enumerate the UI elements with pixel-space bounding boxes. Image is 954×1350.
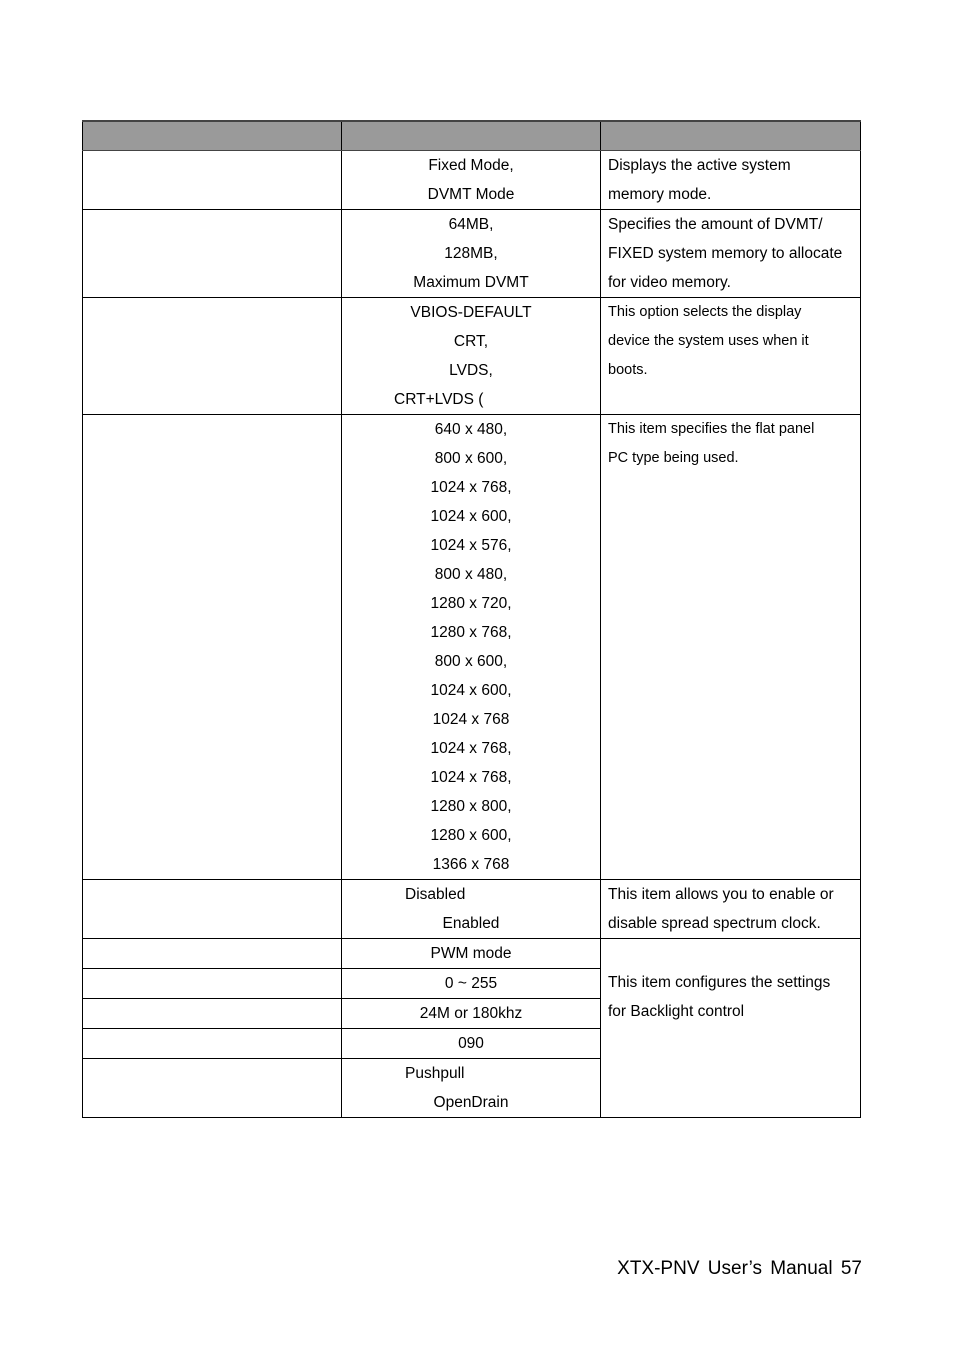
options-cell xyxy=(342,415,601,880)
option-value: 800 x 600, xyxy=(434,450,508,467)
option-value: DVMT Mode xyxy=(427,186,515,203)
description-cell xyxy=(601,210,861,298)
option-value: VBIOS-DEFAULT xyxy=(410,304,532,321)
options-cell xyxy=(342,939,601,969)
table-row xyxy=(83,298,861,415)
item-cell xyxy=(83,210,342,298)
page-footer: XTX-PNV User’s Manual 57 xyxy=(617,1258,862,1279)
item-cell xyxy=(83,939,342,969)
option-value: 24M or 180khz xyxy=(419,1005,523,1022)
options-cell xyxy=(342,1059,601,1118)
option-value: 1024 x 768, xyxy=(430,769,512,786)
options-cell xyxy=(342,999,601,1029)
options-cell xyxy=(342,210,601,298)
table-row xyxy=(83,880,861,939)
description-cell xyxy=(601,939,861,1118)
description-line: device the system uses when it xyxy=(608,333,809,349)
description-cell xyxy=(601,151,861,210)
option-value: 64MB, xyxy=(448,216,494,233)
option-value: Maximum DVMT xyxy=(413,274,529,291)
option-value: LVDS, xyxy=(449,362,493,379)
description-line: Specifies the amount of DVMT/ xyxy=(608,216,823,233)
description-line: disable spread spectrum clock. xyxy=(608,915,821,932)
option-value: 1024 x 768 xyxy=(432,711,510,728)
header-cell-item xyxy=(83,121,342,151)
option-value: CRT+LVDS ( xyxy=(394,391,484,408)
description-line: boots. xyxy=(608,362,648,378)
options-cell xyxy=(342,1029,601,1059)
options-cell xyxy=(342,880,601,939)
item-cell xyxy=(83,298,342,415)
table-row xyxy=(83,939,861,969)
description-cell xyxy=(601,415,861,880)
description-cell xyxy=(601,880,861,939)
option-value: PWM mode xyxy=(430,945,512,962)
option-value: 1366 x 768 xyxy=(432,856,510,873)
description-line: This item configures the settings xyxy=(608,974,831,991)
option-value: 1280 x 768, xyxy=(430,624,512,641)
description-line: Displays the active system xyxy=(608,157,791,174)
option-value: 1280 x 800, xyxy=(430,798,512,815)
options-cell xyxy=(342,969,601,999)
option-value: CRT, xyxy=(453,333,489,350)
option-value: Pushpull xyxy=(405,1065,465,1082)
description-line: memory mode. xyxy=(608,186,712,203)
description-line xyxy=(601,939,860,968)
option-value: Fixed Mode, xyxy=(428,157,514,174)
item-cell xyxy=(83,1059,342,1118)
item-cell xyxy=(83,151,342,210)
header-cell-description xyxy=(601,121,861,151)
item-cell xyxy=(83,969,342,999)
description-line: This option selects the display xyxy=(608,304,802,320)
option-value: 0 ~ 255 xyxy=(444,975,498,992)
table-header-row xyxy=(83,121,861,151)
option-value: Disabled xyxy=(405,886,466,903)
option-value: 800 x 480, xyxy=(434,566,508,583)
description-line: for video memory. xyxy=(608,274,731,291)
option-value: 1280 x 720, xyxy=(430,595,512,612)
description-line: PC type being used. xyxy=(608,450,739,466)
table-row xyxy=(83,151,861,210)
option-value: 090 xyxy=(458,1035,484,1052)
description-cell xyxy=(601,298,861,415)
item-cell xyxy=(83,880,342,939)
options-cell xyxy=(342,298,601,415)
item-cell xyxy=(83,1029,342,1059)
header-cell-options xyxy=(342,121,601,151)
description-line: FIXED system memory to allocate xyxy=(608,245,843,262)
description-line: for Backlight control xyxy=(608,1003,745,1020)
option-value: 1280 x 600, xyxy=(430,827,512,844)
option-value: OpenDrain xyxy=(433,1094,509,1111)
option-value: Enabled xyxy=(442,915,500,932)
description-line: This item allows you to enable or xyxy=(608,886,834,903)
option-value: 1024 x 600, xyxy=(430,682,512,699)
option-value: 128MB, xyxy=(444,245,498,262)
option-value: 1024 x 600, xyxy=(430,508,512,525)
item-cell xyxy=(83,999,342,1029)
table-row xyxy=(83,415,861,880)
option-value: 640 x 480, xyxy=(434,421,508,438)
option-value: 800 x 600, xyxy=(434,653,508,670)
description-line: This item specifies the flat panel xyxy=(608,421,815,437)
option-value: 1024 x 576, xyxy=(430,537,512,554)
option-value: 1024 x 768, xyxy=(430,740,512,757)
bios-settings-table xyxy=(82,120,861,1118)
item-cell xyxy=(83,415,342,880)
table-row xyxy=(83,210,861,298)
options-cell xyxy=(342,151,601,210)
option-value: 1024 x 768, xyxy=(430,479,512,496)
